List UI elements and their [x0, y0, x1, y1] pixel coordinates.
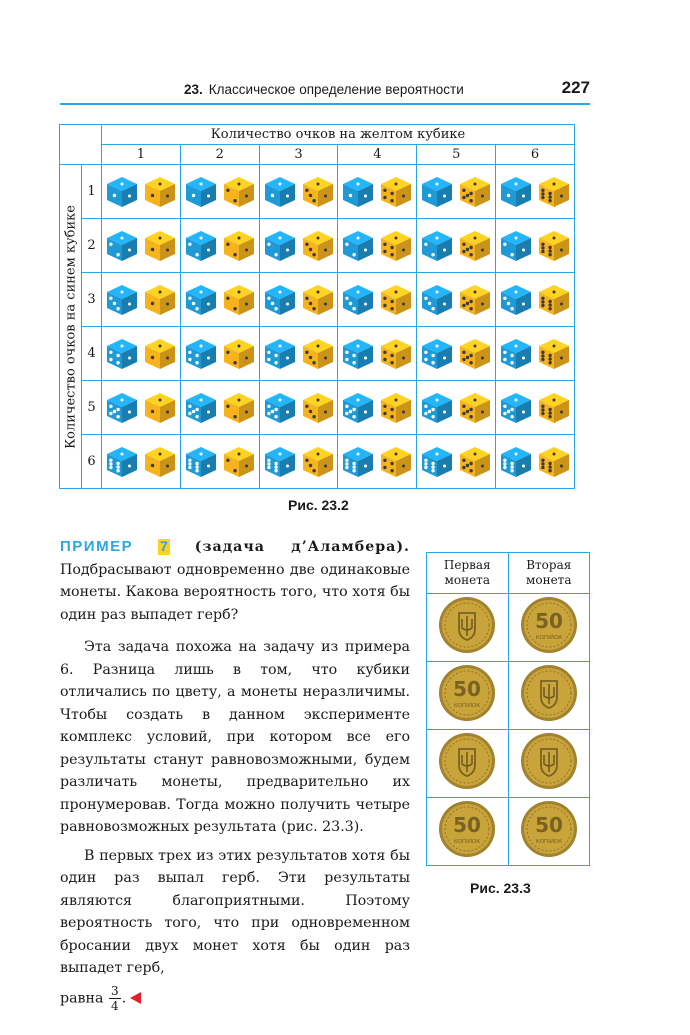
- dice-row: [60, 165, 575, 219]
- yellow-die-icon: [537, 229, 571, 263]
- dice-pair-cell: [259, 219, 338, 273]
- blue-die-icon: [105, 283, 139, 317]
- dice-pair: [260, 445, 338, 479]
- svg-text:50: 50: [534, 813, 563, 838]
- dice-pair-cell: [496, 327, 575, 381]
- blue-die-icon: [499, 391, 533, 425]
- blue-die-icon: [341, 229, 375, 263]
- end-of-example-marker: [130, 992, 141, 1004]
- yellow-die-icon: [301, 391, 335, 425]
- blue-die-icon: [420, 283, 454, 317]
- coin-value-side-icon: [519, 595, 579, 655]
- dice-pair-cell: [102, 165, 181, 219]
- dice-pair: [338, 391, 416, 425]
- yellow-die-icon: [301, 283, 335, 317]
- blue-die-icon: [184, 391, 218, 425]
- blue-die-icon: [420, 175, 454, 209]
- figure-caption-23-2: Рис. 23.2: [288, 497, 349, 513]
- blue-die-icon: [499, 175, 533, 209]
- coin-cell: [427, 729, 509, 797]
- page-header: [60, 78, 590, 106]
- yellow-die-icon: [379, 445, 413, 479]
- coin-row: [427, 797, 590, 865]
- example-problem: Подбрасывают одновременно две одинаковые монеты. Какова вероятность того, что хотя бы один раз выпадет герб?: [60, 561, 410, 623]
- page-number: 227: [561, 78, 590, 97]
- dice-row: [60, 435, 575, 489]
- yellow-die-icon: [143, 175, 177, 209]
- coin-cell: [427, 797, 509, 865]
- yellow-die-icon: [222, 175, 256, 209]
- dice-pair: [417, 175, 495, 209]
- dice-pair: [417, 229, 495, 263]
- coin-emblem-side-icon: [519, 731, 579, 791]
- blue-die-icon: [105, 391, 139, 425]
- yellow-die-icon: [379, 337, 413, 371]
- blue-die-icon: [499, 445, 533, 479]
- column-header: 6: [496, 145, 575, 165]
- yellow-die-icon: [537, 337, 571, 371]
- row-header: 3: [82, 273, 102, 327]
- blue-die-icon: [420, 391, 454, 425]
- coin-cell: [508, 729, 590, 797]
- dice-pair: [260, 175, 338, 209]
- dice-pair: [181, 391, 259, 425]
- blue-die-icon: [263, 445, 297, 479]
- blue-die-icon: [263, 175, 297, 209]
- blue-die-icon: [105, 445, 139, 479]
- dice-pair-cell: [496, 381, 575, 435]
- blue-die-icon: [341, 175, 375, 209]
- dice-pair-cell: [417, 435, 496, 489]
- dice-pair: [181, 175, 259, 209]
- dice-row: [60, 381, 575, 435]
- yellow-die-icon: [458, 283, 492, 317]
- column-header: 5: [417, 145, 496, 165]
- yellow-die-icon: [143, 391, 177, 425]
- yellow-die-icon: [458, 337, 492, 371]
- dice-pair-cell: [259, 165, 338, 219]
- dice-pair-cell: [338, 435, 417, 489]
- yellow-die-icon: [301, 175, 335, 209]
- section-title: Классическое определение вероятности: [208, 82, 464, 97]
- svg-text:КОПІЙОК: КОПІЙОК: [454, 703, 481, 710]
- dice-pair-cell: [417, 381, 496, 435]
- blue-die-icon: [105, 337, 139, 371]
- blue-die-icon: [184, 337, 218, 371]
- coin-row: [427, 661, 590, 729]
- blue-die-icon: [184, 445, 218, 479]
- blue-die-icon: [341, 391, 375, 425]
- coin-cell: [427, 593, 509, 661]
- dice-pair-cell: [417, 327, 496, 381]
- column-header: 3: [259, 145, 338, 165]
- answer-suffix: .: [121, 990, 127, 1006]
- svg-text:50: 50: [453, 677, 482, 702]
- header-rule: [60, 103, 590, 105]
- yellow-die-icon: [222, 283, 256, 317]
- dice-pair: [417, 337, 495, 371]
- dice-pair: [338, 337, 416, 371]
- yellow-die-icon: [222, 391, 256, 425]
- blue-die-icon: [263, 391, 297, 425]
- yellow-die-icon: [458, 175, 492, 209]
- dice-pair: [496, 175, 574, 209]
- dice-pair-cell: [102, 219, 181, 273]
- fraction-denominator: 4: [110, 998, 119, 1013]
- dice-pair-cell: [102, 273, 181, 327]
- dice-pair: [181, 283, 259, 317]
- dice-pair-cell: [417, 219, 496, 273]
- dice-pair: [260, 337, 338, 371]
- svg-text:КОПІЙОК: КОПІЙОК: [454, 839, 481, 846]
- yellow-die-icon: [222, 337, 256, 371]
- dice-pair: [102, 337, 180, 371]
- yellow-die-icon: [222, 445, 256, 479]
- dice-pair: [338, 175, 416, 209]
- blue-die-icon: [499, 229, 533, 263]
- dice-pair-cell: [338, 273, 417, 327]
- dice-pair-cell: [259, 381, 338, 435]
- row-header: 4: [82, 327, 102, 381]
- row-header: 2: [82, 219, 102, 273]
- column-header: 2: [180, 145, 259, 165]
- yellow-die-icon: [301, 229, 335, 263]
- coin-emblem-side-icon: [437, 731, 497, 791]
- dice-pair-cell: [180, 273, 259, 327]
- yellow-die-icon: [301, 445, 335, 479]
- example-text: [60, 536, 410, 1013]
- dice-pair: [338, 445, 416, 479]
- blue-die-icon: [184, 229, 218, 263]
- dice-pair-cell: [180, 381, 259, 435]
- dice-pair-cell: [259, 435, 338, 489]
- yellow-die-icon: [379, 229, 413, 263]
- yellow-die-icon: [537, 445, 571, 479]
- yellow-die-icon: [379, 175, 413, 209]
- dice-pair-cell: [180, 435, 259, 489]
- dice-pair-cell: [102, 381, 181, 435]
- dice-pair-cell: [102, 435, 181, 489]
- yellow-die-icon: [537, 283, 571, 317]
- dice-pair: [181, 337, 259, 371]
- blue-axis-label: [60, 165, 82, 489]
- column-header-row: [60, 145, 575, 165]
- blue-die-icon: [263, 337, 297, 371]
- coin-cell: [508, 593, 590, 661]
- dice-pair: [417, 445, 495, 479]
- coin-cell: [508, 797, 590, 865]
- dice-pair: [417, 391, 495, 425]
- dice-pair-cell: [180, 219, 259, 273]
- dice-pair: [102, 283, 180, 317]
- dice-pair: [260, 229, 338, 263]
- yellow-die-icon: [537, 391, 571, 425]
- coin-emblem-side-icon: [519, 663, 579, 723]
- dice-outcome-table: [59, 124, 575, 489]
- dice-pair: [102, 391, 180, 425]
- dice-pair: [496, 391, 574, 425]
- coin-value-side-icon: [437, 663, 497, 723]
- coin-value-side-icon: [437, 799, 497, 859]
- dice-pair: [338, 229, 416, 263]
- coin-header-second: Вторая монета: [508, 553, 590, 594]
- blue-die-icon: [341, 337, 375, 371]
- blue-die-icon: [184, 175, 218, 209]
- dice-pair-cell: [417, 165, 496, 219]
- coin-value-side-icon: [519, 799, 579, 859]
- yellow-axis-label: Количество очков на желтом кубике: [102, 125, 575, 145]
- dice-pair: [102, 445, 180, 479]
- example-number: 7: [159, 539, 168, 555]
- dice-pair-cell: [496, 435, 575, 489]
- yellow-die-icon: [143, 337, 177, 371]
- dice-pair: [260, 391, 338, 425]
- row-header: 5: [82, 381, 102, 435]
- dice-pair: [181, 445, 259, 479]
- section-heading: [184, 82, 464, 97]
- dice-pair: [496, 445, 574, 479]
- coin-cell: [427, 661, 509, 729]
- yellow-die-icon: [143, 283, 177, 317]
- blue-die-icon: [105, 175, 139, 209]
- blue-die-icon: [341, 283, 375, 317]
- coin-table-figure: [426, 552, 590, 866]
- blue-die-icon: [263, 283, 297, 317]
- dice-pair-cell: [180, 327, 259, 381]
- dice-row: [60, 219, 575, 273]
- example-title: (задача д’Аламбера).: [194, 539, 410, 555]
- coin-header-first: Первая монета: [427, 553, 509, 594]
- fraction-numerator: 3: [110, 983, 119, 998]
- blue-die-icon: [420, 229, 454, 263]
- dice-pair-cell: [102, 327, 181, 381]
- row-header: 1: [82, 165, 102, 219]
- svg-text:50: 50: [453, 813, 482, 838]
- dice-pair-cell: [180, 165, 259, 219]
- blue-die-icon: [420, 445, 454, 479]
- dice-pair-cell: [259, 327, 338, 381]
- dice-pair-cell: [338, 381, 417, 435]
- blue-die-icon: [263, 229, 297, 263]
- yellow-die-icon: [222, 229, 256, 263]
- svg-text:КОПІЙОК: КОПІЙОК: [535, 839, 562, 846]
- coin-cell: [508, 661, 590, 729]
- corner-cell: [60, 125, 102, 165]
- dice-pair: [181, 229, 259, 263]
- yellow-die-icon: [143, 445, 177, 479]
- coin-outcome-table: [426, 552, 590, 866]
- dice-pair: [496, 337, 574, 371]
- yellow-die-icon: [379, 283, 413, 317]
- svg-text:50: 50: [534, 609, 563, 634]
- answer-line: [60, 984, 410, 1013]
- blue-die-icon: [499, 337, 533, 371]
- blue-die-icon: [420, 337, 454, 371]
- coin-row: [427, 593, 590, 661]
- yellow-die-icon: [537, 175, 571, 209]
- blue-die-icon: [499, 283, 533, 317]
- dice-pair: [260, 283, 338, 317]
- dice-pair-cell: [496, 273, 575, 327]
- dice-table-figure: [59, 124, 575, 488]
- answer-prefix: равна: [60, 990, 104, 1006]
- blue-die-icon: [105, 229, 139, 263]
- yellow-die-icon: [379, 391, 413, 425]
- dice-pair-cell: [417, 273, 496, 327]
- yellow-die-icon: [301, 337, 335, 371]
- yellow-die-icon: [458, 391, 492, 425]
- yellow-die-icon: [458, 229, 492, 263]
- svg-text:КОПІЙОК: КОПІЙОК: [535, 635, 562, 642]
- dice-row: [60, 273, 575, 327]
- dice-pair-cell: [338, 219, 417, 273]
- dice-pair: [102, 175, 180, 209]
- dice-pair: [417, 283, 495, 317]
- dice-pair-cell: [259, 273, 338, 327]
- coin-emblem-side-icon: [437, 595, 497, 655]
- dice-pair-cell: [338, 165, 417, 219]
- yellow-die-icon: [143, 229, 177, 263]
- blue-die-icon: [184, 283, 218, 317]
- figure-caption-23-3: Рис. 23.3: [470, 880, 531, 896]
- dice-pair-cell: [496, 165, 575, 219]
- answer-fraction: [109, 984, 121, 1013]
- dice-pair-cell: [338, 327, 417, 381]
- column-header: 4: [338, 145, 417, 165]
- blue-axis-label-text: Количество очков на синем кубике: [63, 204, 78, 449]
- dice-pair-cell: [496, 219, 575, 273]
- dice-pair: [496, 283, 574, 317]
- yellow-die-icon: [458, 445, 492, 479]
- dice-pair: [102, 229, 180, 263]
- solution-paragraph-2: В первых трех из этих результатов хотя бы один раз выпал герб. Эти результаты являются благоприятными. Поэтому вероятность того, что при одновременном бросании двух монет хотя бы один раз выпадет герб,: [60, 847, 410, 976]
- example-tag: ПРИМЕР: [60, 538, 134, 555]
- dice-pair: [338, 283, 416, 317]
- row-header: 6: [82, 435, 102, 489]
- coin-row: [427, 729, 590, 797]
- dice-pair: [496, 229, 574, 263]
- blue-die-icon: [341, 445, 375, 479]
- column-header: 1: [102, 145, 181, 165]
- dice-row: [60, 327, 575, 381]
- section-number: 23.: [184, 82, 203, 97]
- solution-paragraph-1: Эта задача похожа на задачу из примера 6. Разница лишь в том, что кубики отличались по цвету, а монеты неразличимы. Чтобы создать в данном эксперименте комплекс условий, при котором все его результаты станут равновозможными, будем различать монеты, предварительно их пронумеровав. Тогда можно получить четыре равновозможных результата (рис. 23.3).: [60, 639, 410, 835]
